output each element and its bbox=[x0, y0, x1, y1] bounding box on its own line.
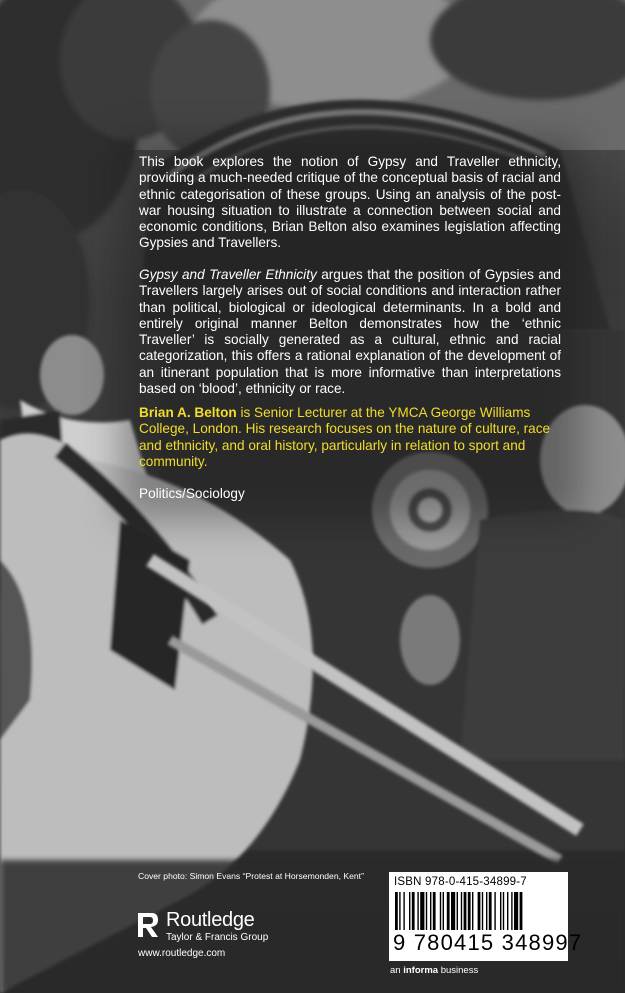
photo-credit: Cover photo: Simon Evans “Protest at Horsemonden, Kent” bbox=[138, 871, 364, 881]
blurb-paragraph-2 bbox=[139, 267, 561, 397]
publisher-name: Routledge bbox=[166, 909, 255, 931]
isbn-barcode bbox=[389, 872, 583, 961]
routledge-logo-icon bbox=[136, 911, 160, 939]
barcode-digits: 9 780415 348997 bbox=[393, 930, 583, 955]
informa-tagline: an informa business bbox=[390, 965, 479, 976]
author-bio bbox=[139, 405, 569, 470]
blurb-paragraph-2-text: argues that the position of Gypsies and Travellers largely arises out of social conditions and interaction rather than political, biological or ideological determinants. In a bold and entirely original manner Belton demonstrates how the ‘ethnic Traveller’ is socially generated as a cultural, ethnic and racial categorization, this offers a rational explanation of the development of an itinerant population that is more informative than interpretations based on ‘blood’, ethnicity or race. bbox=[139, 267, 561, 397]
subject-category: Politics/Sociology bbox=[139, 486, 245, 501]
author-bio-text: is Senior Lecturer at the YMCA George Williams College, London. His research focuses on the nature of culture, race and ethnicity, and oral history, particularly in relation to sport and community. bbox=[139, 405, 551, 469]
book-title: Gypsy and Traveller Ethnicity bbox=[139, 267, 317, 282]
isbn-label: ISBN 978-0-415-34899-7 bbox=[394, 876, 527, 888]
publisher-website: www.routledge.com bbox=[138, 948, 226, 959]
barcode-icon bbox=[395, 892, 563, 930]
informa-word: informa bbox=[403, 965, 439, 976]
blurb-paragraph-1: This book explores the notion of Gypsy and Traveller ethnicity, providing a much-needed critique of the conceptual basis of racial and ethnic categorisation of these groups. Using an analysis of the post-war housing situation to illustrate a connection between social and economic conditions, Brian Belton also examines legislation affecting Gypsies and Travellers. bbox=[139, 154, 561, 251]
publisher-group: Taylor & Francis Group bbox=[166, 932, 269, 943]
author-name: Brian A. Belton bbox=[139, 405, 237, 420]
